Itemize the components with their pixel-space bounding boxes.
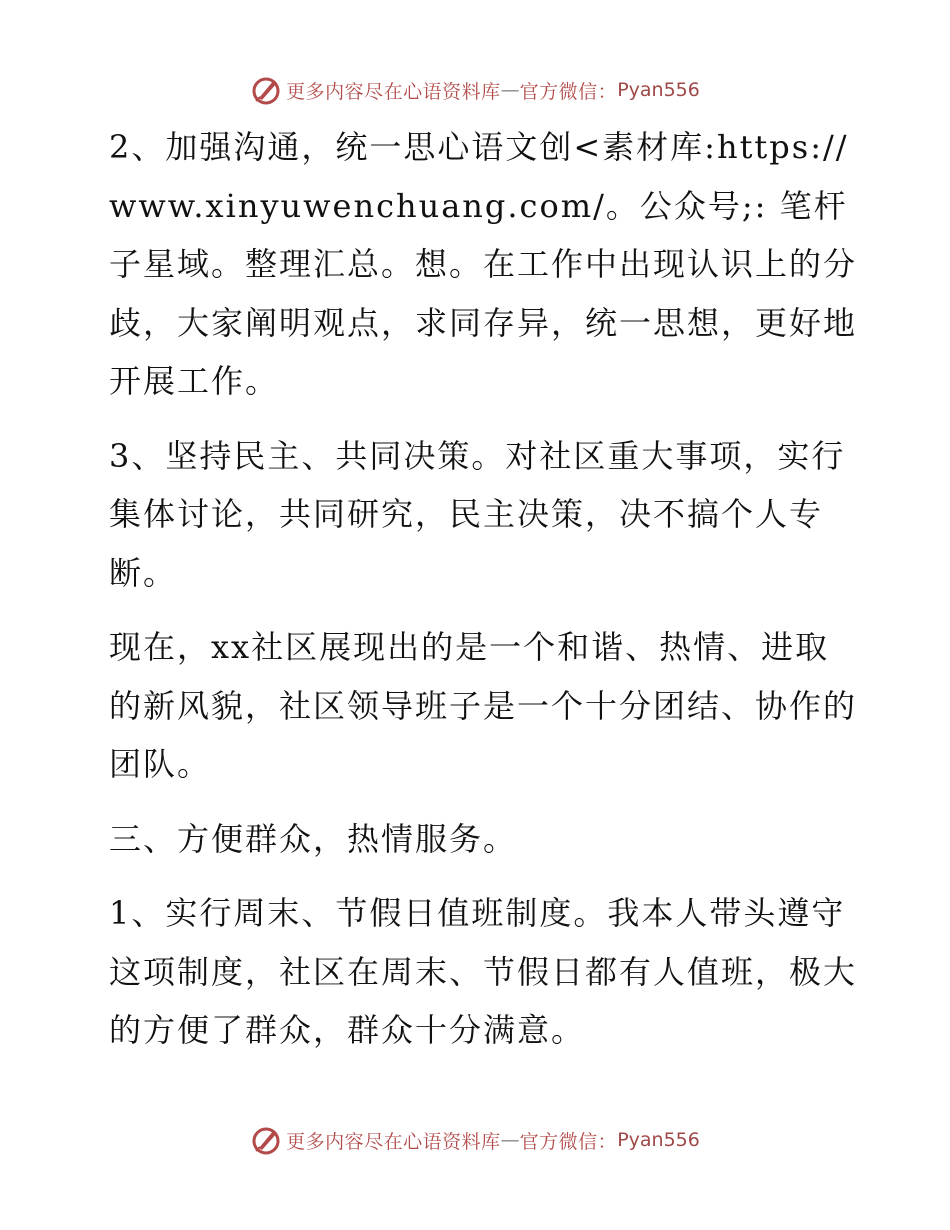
watermark-wechat-id: Pyan556 <box>617 1129 700 1151</box>
document-body <box>97 118 857 1076</box>
paragraph-democracy: 3、坚持民主、共同决策。对社区重大事项，实行集体讨论，共同研究，民主决策，决不搞个人专断。 <box>109 436 846 592</box>
watermark-wechat-id: Pyan556 <box>617 79 700 101</box>
quill-seal-icon <box>250 74 282 106</box>
header-watermark <box>0 70 950 110</box>
watermark-separator: — <box>500 1129 520 1151</box>
paragraph-duty-system: 1、实行周末、节假日值班制度。我本人带头遵守这项制度，社区在周末、节假日都有人值班，极大的方便了群众，群众十分满意。 <box>109 894 858 1049</box>
watermark-separator: — <box>500 79 520 101</box>
watermark-official: 官方微信： <box>519 80 618 103</box>
section-heading-service: 三、方便群众，热情服务。 <box>109 819 518 858</box>
watermark-brand: 更多内容尽在心语资料库 <box>286 1130 501 1153</box>
quill-seal-icon <box>250 1124 282 1156</box>
footer-watermark <box>0 1120 950 1160</box>
paragraph-community-status: 现在，xx社区展现出的是一个和谐、热情、进取的新风貌，社区领导班子是一个十分团结、协作的团队。 <box>109 628 858 783</box>
watermark-official: 官方微信： <box>519 1130 618 1153</box>
paragraph-communication: 2、加强沟通，统一思心语文创<素材库:https://www.xinyuwenchuang.com/。公众号;: 笔杆子星域。整理汇总。想。在工作中出现认识上的分歧，大家阐明观点，求同存异，统一思想，更好地开展工作。 <box>109 128 858 400</box>
watermark-brand: 更多内容尽在心语资料库 <box>286 80 501 103</box>
